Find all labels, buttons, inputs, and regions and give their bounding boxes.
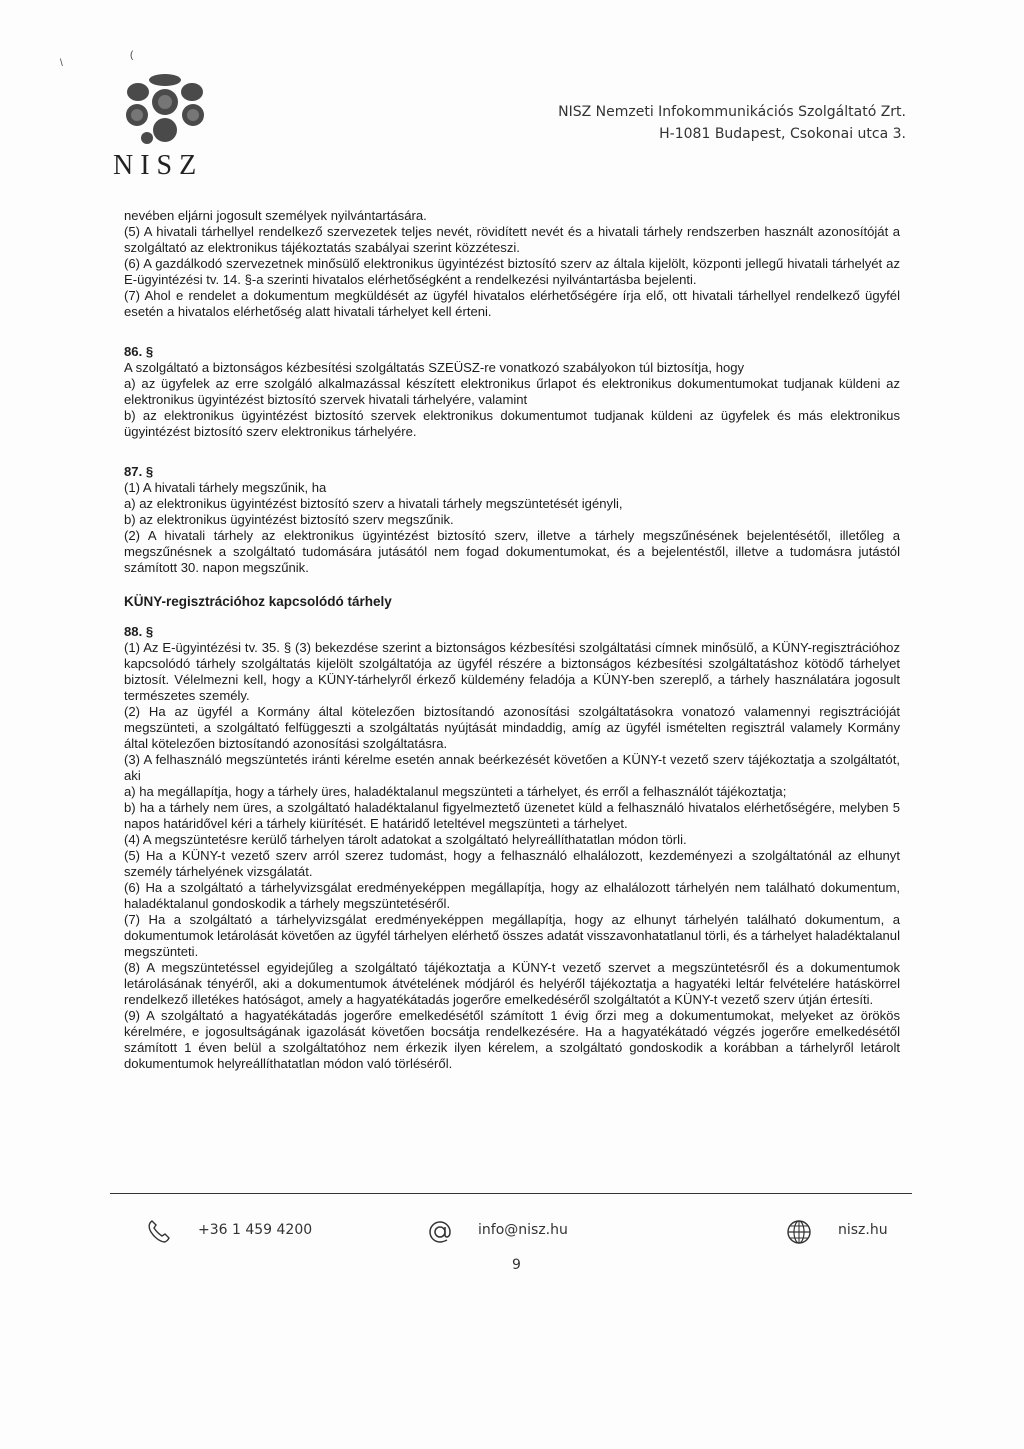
paragraph: (5) Ha a KÜNY-t vezető szerv arról szerez tudomást, hogy a felhasználó elhalálozott, kezdeményezi a szolgáltatónál az elhunyt személy tárhelyének vizsgálatát. xyxy=(124,848,900,879)
paragraph: (1) A hivatali tárhely megszűnik, ha xyxy=(124,480,327,495)
paragraph: (6) Ha a szolgáltató a tárhelyvizsgálat eredményeképpen megállapítja, hogy az elhalálozott tárhelyén nem található dokumentum, haladéktalanul gondoskodik a tárhely megszüntetéséről. xyxy=(124,880,900,911)
paragraph: (4) A megszüntetésre kerülő tárhelyen tárolt adatokat a szolgáltató helyreállíthatatlan módon törli. xyxy=(124,832,687,847)
section-number-87: 87. § xyxy=(124,464,154,479)
paragraph: (6) A gazdálkodó szervezetnek minősülő elektronikus ügyintézést biztosító szerv az általa kijelölt, központi jellegű hivatali tárhelyét az E-ügyintézési tv. 14. §-a szerinti hivatalos elérhetőségként a rendelkezési nyilvántartásba bejelenti. xyxy=(124,256,900,287)
paragraph: (8) A megszüntetéssel egyidejűleg a szolgáltató tájékoztatja a KÜNY-t vezető szervet a megszüntetésről és a dokumentumok letárolásának tényéről, aki a dokumentumok átvételének módjáról és helyéről tájékoztatja a hagyatéki leltár felvételére hatáskörrel rendelkező illetékes hatóságot, amely a hagyatékátadás jogerőre emelkedéséről szolgáltatót a KÜNY-t vezető szerv útján értesíti. xyxy=(124,960,900,1007)
paragraph: a) ha megállapítja, hogy a tárhely üres, haladéktalanul megszünteti a tárhelyet, és erről a felhasználót tájékoztatja; xyxy=(124,784,787,799)
section-number-88: 88. § xyxy=(124,624,154,639)
section-number-86: 86. § xyxy=(124,344,154,359)
scan-mark: ( xyxy=(130,50,134,61)
paragraph: (9) A szolgáltató a hagyatékátadás jogerőre emelkedésétől számított 1 évig őrzi meg a dokumentumokat, melyeket az örökös kérelmére, e jogosultságának igazolását követően bocsátja rendelkezésére. Ha a hagyatékátadó végzés jogerőre emelkedésétől számított 1 éven belül a szolgáltatóhoz nem érkezik ilyen kérelem, a szolgáltató gondoskodik a korábban a tárhelyről letárolt dokumentumok helyreállíthatatlan módon való törléséről. xyxy=(124,1008,900,1071)
paragraph: (7) Ha a szolgáltató a tárhelyvizsgálat eredményeképpen megállapítja, hogy az elhunyt tárhelyén található dokumentum, a dokumentumok letárolását követően az ügyfél tárhelyen elérhető összes adatát visszavonhatatlanul törli, és a tárhelyet haladéktalanul megszünteti. xyxy=(124,912,900,959)
footer-divider xyxy=(110,1193,912,1194)
paragraph: nevében eljárni jogosult személyek nyilvántartására. xyxy=(124,208,427,223)
scan-mark: \ xyxy=(60,58,63,69)
footer-website[interactable]: nisz.hu xyxy=(838,1222,888,1238)
paragraph: (5) A hivatali tárhellyel rendelkező szervezetek teljes nevét, rövidített nevét és a hivatali tárhely rendszerben használt azonosítóját a szolgáltató az elektronikus tájékoztatás szabályai szerint közzéteszi. xyxy=(124,224,900,255)
paragraph: b) ha a tárhely nem üres, a szolgáltató haladéktalanul figyelmeztető üzenetet küld a felhasználó hivatalos elérhetőségére, melyben 5 napos határidővel kéri a tárhely kiürítését. E határidő leteltével megszünteti a tárhelyet. xyxy=(124,800,900,831)
at-icon xyxy=(426,1218,454,1251)
footer-email[interactable]: info@nisz.hu xyxy=(478,1222,568,1238)
paragraph: a) az elektronikus ügyintézést biztosító szerv a hivatali tárhely megszüntetését igényli, xyxy=(124,496,623,511)
paragraph: (3) A felhasználó megszüntetés iránti kérelme esetén annak beérkezését követően a KÜNY-t vezető szerv tájékoztatja a szolgáltatót, aki xyxy=(124,752,900,783)
section-heading: KÜNY-regisztrációhoz kapcsolódó tárhely xyxy=(124,594,392,609)
paragraph: A szolgáltató a biztonságos kézbesítési szolgáltatás SZEÜSZ-re vonatkozó szabályokon túl biztosítja, hogy xyxy=(124,360,745,375)
paragraph: b) az elektronikus ügyintézést biztosító szervek elektronikus dokumentumot tudjanak küldeni az ügyfelek és más elektronikus ügyintézést biztosító szerv elektronikus tárhelyére. xyxy=(124,408,900,439)
paragraph: a) az ügyfelek az erre szolgáló alkalmazással készített elektronikus űrlapot és elektronikus dokumentumokat tudjanak küldeni az elektronikus ügyintézést biztosító szervek hivatali tárhelyére, valamint xyxy=(124,376,900,407)
company-address: H-1081 Budapest, Csokonai utca 3. xyxy=(659,126,906,142)
page-number: 9 xyxy=(512,1257,521,1273)
paragraph: (7) Ahol e rendelet a dokumentum megküldését az ügyfél hivatalos elérhetőségére írja elő, ott hivatali tárhellyel rendelkező ügyfél esetén a hivatalos elérhetőség alatt hivatali tárhelyet kell érteni. xyxy=(124,288,900,319)
paragraph: (2) Ha az ügyfél a Kormány által kötelezően biztosítandó azonosítási szolgáltatásokra vonatozó valamennyi regisztrációját megszünteti, a szolgáltató felfüggeszti a szolgáltatás nyújtását mindaddig, amíg az ügyfél ismételten regisztrál valamely Kormány által kötelezően biztosítandó azonosítási szolgáltatásra. xyxy=(124,704,900,751)
globe-icon xyxy=(785,1218,813,1251)
phone-icon xyxy=(146,1218,172,1249)
paragraph: b) az elektronikus ügyintézést biztosító szerv megszűnik. xyxy=(124,512,454,527)
logo-wordmark: NISZ xyxy=(113,150,204,181)
company-info xyxy=(558,101,906,145)
paragraph: (2) A hivatali tárhely az elektronikus ügyintézést biztosító szerv, illetve a tárhely megszűnésének bejelentésétől, illetőleg a megszűnésnek a szolgáltató tudomására jutásától nem fogad dokumentumokat, és a bejelentéstől, illetve a tudomásra jutástól számított 30. napon megszűnik. xyxy=(124,528,900,575)
company-name: NISZ Nemzeti Infokommunikációs Szolgáltató Zrt. xyxy=(558,104,906,120)
footer-phone: +36 1 459 4200 xyxy=(198,1222,313,1238)
document-body xyxy=(124,208,900,1072)
paragraph: (1) Az E-ügyintézési tv. 35. § (3) bekezdése szerint a biztonságos kézbesítési szolgáltatási címnek minősülő, a KÜNY-regisztrációhoz kapcsolódó tárhely szolgáltatás kijelölt szolgáltatója az ügyfél részére a biztonságos kézbesítési szolgáltatáshoz kötödő tárhelyet biztosít. Vélelmezni kell, hogy a KÜNY-tárhelyről érkező küldemény feladója a KÜNY-ben szereplő, a tárhely használatára jogosult természetes személy. xyxy=(124,640,900,703)
logo-dots-icon xyxy=(110,70,220,150)
